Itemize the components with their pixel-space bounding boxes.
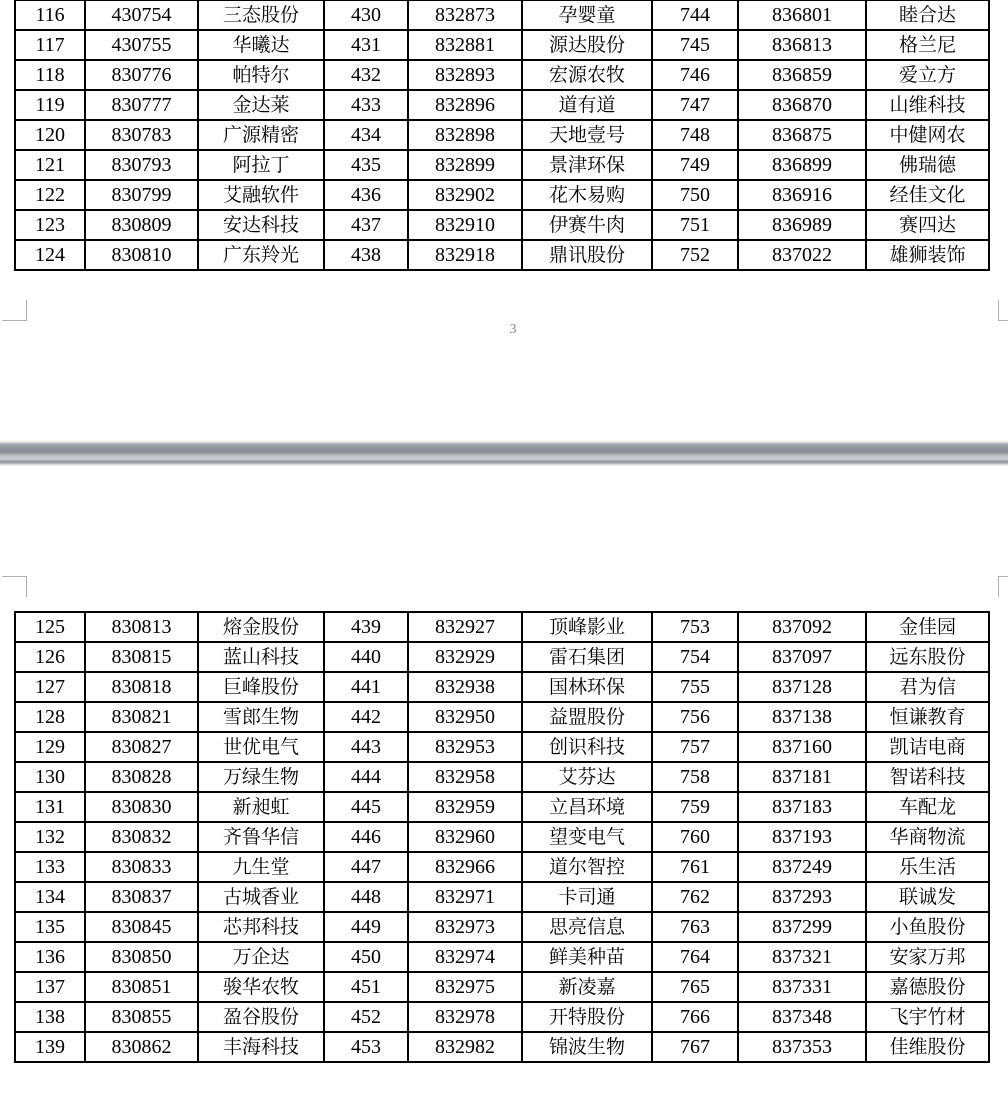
company-name-cell: 嘉德股份 bbox=[866, 972, 989, 1002]
stock-code-cell: 832971 bbox=[408, 882, 522, 912]
company-name-cell: 赛四达 bbox=[866, 210, 989, 240]
company-name-cell: 乐生活 bbox=[866, 852, 989, 882]
sequence-cell: 139 bbox=[15, 1032, 85, 1062]
company-name-cell: 佳维股份 bbox=[866, 1032, 989, 1062]
stock-code-cell: 832938 bbox=[408, 672, 522, 702]
stock-code-cell: 832902 bbox=[408, 180, 522, 210]
company-name-cell: 丰海科技 bbox=[198, 1032, 324, 1062]
company-name-cell: 金佳园 bbox=[866, 612, 989, 642]
stock-code-cell: 837299 bbox=[738, 912, 866, 942]
stock-code-cell: 837353 bbox=[738, 1032, 866, 1062]
stock-code-cell: 832966 bbox=[408, 852, 522, 882]
sequence-cell: 766 bbox=[652, 1002, 738, 1032]
stock-code-cell: 832950 bbox=[408, 702, 522, 732]
company-name-cell: 益盟股份 bbox=[522, 702, 652, 732]
stock-code-cell: 832975 bbox=[408, 972, 522, 1002]
company-name-cell: 齐鲁华信 bbox=[198, 822, 324, 852]
sequence-cell: 441 bbox=[324, 672, 408, 702]
company-name-cell: 三态股份 bbox=[198, 0, 324, 30]
company-name-cell: 华曦达 bbox=[198, 30, 324, 60]
stock-code-cell: 832898 bbox=[408, 120, 522, 150]
company-name-cell: 安家万邦 bbox=[866, 942, 989, 972]
sequence-cell: 136 bbox=[15, 942, 85, 972]
stock-code-cell: 832910 bbox=[408, 210, 522, 240]
table-row bbox=[15, 0, 989, 30]
stock-code-cell: 830830 bbox=[85, 792, 198, 822]
table-row bbox=[15, 882, 989, 912]
sequence-cell: 746 bbox=[652, 60, 738, 90]
sequence-cell: 448 bbox=[324, 882, 408, 912]
company-name-cell: 车配龙 bbox=[866, 792, 989, 822]
company-name-cell: 新昶虹 bbox=[198, 792, 324, 822]
sequence-cell: 131 bbox=[15, 792, 85, 822]
company-name-cell: 道有道 bbox=[522, 90, 652, 120]
sequence-cell: 434 bbox=[324, 120, 408, 150]
company-name-cell: 凯诘电商 bbox=[866, 732, 989, 762]
company-name-cell: 万企达 bbox=[198, 942, 324, 972]
sequence-cell: 444 bbox=[324, 762, 408, 792]
company-name-cell: 古城香业 bbox=[198, 882, 324, 912]
company-name-cell: 顶峰影业 bbox=[522, 612, 652, 642]
sequence-cell: 440 bbox=[324, 642, 408, 672]
sequence-cell: 127 bbox=[15, 672, 85, 702]
sequence-cell: 438 bbox=[324, 240, 408, 270]
table-row bbox=[15, 642, 989, 672]
sequence-cell: 439 bbox=[324, 612, 408, 642]
sequence-cell: 119 bbox=[15, 90, 85, 120]
table-row bbox=[15, 30, 989, 60]
sequence-cell: 124 bbox=[15, 240, 85, 270]
margin-corner-bottom-left bbox=[2, 300, 27, 321]
stock-code-cell: 830809 bbox=[85, 210, 198, 240]
company-name-cell: 望变电气 bbox=[522, 822, 652, 852]
table-row bbox=[15, 90, 989, 120]
stock-code-cell: 837321 bbox=[738, 942, 866, 972]
company-name-cell: 锦波生物 bbox=[522, 1032, 652, 1062]
company-name-cell: 思亮信息 bbox=[522, 912, 652, 942]
table-row bbox=[15, 972, 989, 1002]
sequence-cell: 764 bbox=[652, 942, 738, 972]
company-name-cell: 世优电气 bbox=[198, 732, 324, 762]
stock-code-cell: 837022 bbox=[738, 240, 866, 270]
sequence-cell: 451 bbox=[324, 972, 408, 1002]
sequence-cell: 117 bbox=[15, 30, 85, 60]
stock-code-cell: 837348 bbox=[738, 1002, 866, 1032]
company-name-cell: 艾融软件 bbox=[198, 180, 324, 210]
stock-code-cell: 832929 bbox=[408, 642, 522, 672]
sequence-cell: 751 bbox=[652, 210, 738, 240]
sequence-cell: 758 bbox=[652, 762, 738, 792]
sequence-cell: 750 bbox=[652, 180, 738, 210]
company-name-cell: 鼎讯股份 bbox=[522, 240, 652, 270]
stock-code-cell: 830850 bbox=[85, 942, 198, 972]
document-page-top bbox=[0, 0, 1008, 440]
stock-code-cell: 430755 bbox=[85, 30, 198, 60]
company-name-cell: 广源精密 bbox=[198, 120, 324, 150]
stock-code-cell: 836899 bbox=[738, 150, 866, 180]
stock-code-cell: 830813 bbox=[85, 612, 198, 642]
page-number: 3 bbox=[509, 322, 517, 337]
sequence-cell: 134 bbox=[15, 882, 85, 912]
company-name-cell: 阿拉丁 bbox=[198, 150, 324, 180]
company-name-cell: 盈谷股份 bbox=[198, 1002, 324, 1032]
stock-code-cell: 837092 bbox=[738, 612, 866, 642]
stock-code-cell: 836813 bbox=[738, 30, 866, 60]
table-row bbox=[15, 1032, 989, 1062]
company-name-cell: 蓝山科技 bbox=[198, 642, 324, 672]
sequence-cell: 433 bbox=[324, 90, 408, 120]
table-row bbox=[15, 822, 989, 852]
sequence-cell: 767 bbox=[652, 1032, 738, 1062]
sequence-cell: 759 bbox=[652, 792, 738, 822]
sequence-cell: 752 bbox=[652, 240, 738, 270]
company-name-cell: 九生堂 bbox=[198, 852, 324, 882]
company-name-cell: 宏源农牧 bbox=[522, 60, 652, 90]
stock-code-cell: 832918 bbox=[408, 240, 522, 270]
company-name-cell: 雪郎生物 bbox=[198, 702, 324, 732]
sequence-cell: 137 bbox=[15, 972, 85, 1002]
company-name-cell: 爱立方 bbox=[866, 60, 989, 90]
sequence-cell: 755 bbox=[652, 672, 738, 702]
table-row bbox=[15, 180, 989, 210]
stock-code-cell: 832959 bbox=[408, 792, 522, 822]
sequence-cell: 754 bbox=[652, 642, 738, 672]
sequence-cell: 445 bbox=[324, 792, 408, 822]
company-name-cell: 创识科技 bbox=[522, 732, 652, 762]
company-name-cell: 立昌环境 bbox=[522, 792, 652, 822]
stock-code-cell: 830783 bbox=[85, 120, 198, 150]
sequence-cell: 130 bbox=[15, 762, 85, 792]
sequence-cell: 756 bbox=[652, 702, 738, 732]
stock-code-cell: 836989 bbox=[738, 210, 866, 240]
stock-code-cell: 832873 bbox=[408, 0, 522, 30]
company-name-cell: 安达科技 bbox=[198, 210, 324, 240]
stock-code-cell: 837293 bbox=[738, 882, 866, 912]
margin-corner-top-right bbox=[998, 576, 1008, 597]
sequence-cell: 129 bbox=[15, 732, 85, 762]
sequence-cell: 118 bbox=[15, 60, 85, 90]
sequence-cell: 748 bbox=[652, 120, 738, 150]
page-break-divider bbox=[0, 440, 1008, 466]
table-row bbox=[15, 120, 989, 150]
company-name-cell: 联诚发 bbox=[866, 882, 989, 912]
stock-code-cell: 830855 bbox=[85, 1002, 198, 1032]
sequence-cell: 744 bbox=[652, 0, 738, 30]
sequence-cell: 449 bbox=[324, 912, 408, 942]
margin-corner-top-left bbox=[2, 576, 27, 597]
stock-code-cell: 832893 bbox=[408, 60, 522, 90]
sequence-cell: 763 bbox=[652, 912, 738, 942]
company-name-cell: 佛瑞德 bbox=[866, 150, 989, 180]
table-row bbox=[15, 852, 989, 882]
stock-code-cell: 836916 bbox=[738, 180, 866, 210]
sequence-cell: 432 bbox=[324, 60, 408, 90]
sequence-cell: 443 bbox=[324, 732, 408, 762]
company-name-cell: 芯邦科技 bbox=[198, 912, 324, 942]
stock-code-cell: 837331 bbox=[738, 972, 866, 1002]
table-row bbox=[15, 912, 989, 942]
company-name-cell: 远东股份 bbox=[866, 642, 989, 672]
stock-code-cell: 830776 bbox=[85, 60, 198, 90]
sequence-cell: 453 bbox=[324, 1032, 408, 1062]
company-name-cell: 景津环保 bbox=[522, 150, 652, 180]
stock-code-cell: 836859 bbox=[738, 60, 866, 90]
stock-code-cell: 830777 bbox=[85, 90, 198, 120]
stock-code-cell: 837128 bbox=[738, 672, 866, 702]
stock-code-cell: 837193 bbox=[738, 822, 866, 852]
stock-code-cell: 837138 bbox=[738, 702, 866, 732]
table-row bbox=[15, 762, 989, 792]
stock-code-cell: 830810 bbox=[85, 240, 198, 270]
stock-code-cell: 830832 bbox=[85, 822, 198, 852]
sequence-cell: 120 bbox=[15, 120, 85, 150]
sequence-cell: 761 bbox=[652, 852, 738, 882]
sequence-cell: 116 bbox=[15, 0, 85, 30]
company-name-cell: 花木易购 bbox=[522, 180, 652, 210]
company-name-cell: 国林环保 bbox=[522, 672, 652, 702]
stock-code-cell: 832953 bbox=[408, 732, 522, 762]
company-name-cell: 帕特尔 bbox=[198, 60, 324, 90]
sequence-cell: 442 bbox=[324, 702, 408, 732]
company-name-cell: 熔金股份 bbox=[198, 612, 324, 642]
sequence-cell: 430 bbox=[324, 0, 408, 30]
company-name-cell: 开特股份 bbox=[522, 1002, 652, 1032]
stock-code-cell: 832973 bbox=[408, 912, 522, 942]
table-row bbox=[15, 672, 989, 702]
table-row bbox=[15, 942, 989, 972]
company-name-cell: 格兰尼 bbox=[866, 30, 989, 60]
document-page-bottom bbox=[0, 466, 1008, 1096]
stock-code-cell: 830851 bbox=[85, 972, 198, 1002]
table-row bbox=[15, 702, 989, 732]
listing-table-top bbox=[14, 0, 990, 271]
stock-code-cell: 830862 bbox=[85, 1032, 198, 1062]
stock-code-cell: 837181 bbox=[738, 762, 866, 792]
sequence-cell: 122 bbox=[15, 180, 85, 210]
stock-code-cell: 837160 bbox=[738, 732, 866, 762]
sequence-cell: 447 bbox=[324, 852, 408, 882]
stock-code-cell: 832899 bbox=[408, 150, 522, 180]
company-name-cell: 新凌嘉 bbox=[522, 972, 652, 1002]
stock-code-cell: 830833 bbox=[85, 852, 198, 882]
company-name-cell: 鲜美种苗 bbox=[522, 942, 652, 972]
stock-code-cell: 837097 bbox=[738, 642, 866, 672]
sequence-cell: 435 bbox=[324, 150, 408, 180]
company-name-cell: 骏华农牧 bbox=[198, 972, 324, 1002]
sequence-cell: 431 bbox=[324, 30, 408, 60]
company-name-cell: 小鱼股份 bbox=[866, 912, 989, 942]
stock-code-cell: 836801 bbox=[738, 0, 866, 30]
sequence-cell: 747 bbox=[652, 90, 738, 120]
company-name-cell: 雷石集团 bbox=[522, 642, 652, 672]
sequence-cell: 757 bbox=[652, 732, 738, 762]
table-row bbox=[15, 210, 989, 240]
sequence-cell: 446 bbox=[324, 822, 408, 852]
table-row bbox=[15, 1002, 989, 1032]
listing-table-bottom bbox=[14, 611, 990, 1063]
company-name-cell: 孕婴童 bbox=[522, 0, 652, 30]
company-name-cell: 艾芬达 bbox=[522, 762, 652, 792]
table-row bbox=[15, 732, 989, 762]
stock-code-cell: 830845 bbox=[85, 912, 198, 942]
sequence-cell: 745 bbox=[652, 30, 738, 60]
sequence-cell: 436 bbox=[324, 180, 408, 210]
sequence-cell: 132 bbox=[15, 822, 85, 852]
sequence-cell: 753 bbox=[652, 612, 738, 642]
company-name-cell: 飞宇竹材 bbox=[866, 1002, 989, 1032]
sequence-cell: 135 bbox=[15, 912, 85, 942]
company-name-cell: 卡司通 bbox=[522, 882, 652, 912]
company-name-cell: 源达股份 bbox=[522, 30, 652, 60]
stock-code-cell: 830827 bbox=[85, 732, 198, 762]
stock-code-cell: 832974 bbox=[408, 942, 522, 972]
company-name-cell: 雄狮装饰 bbox=[866, 240, 989, 270]
stock-code-cell: 830793 bbox=[85, 150, 198, 180]
company-name-cell: 道尔智控 bbox=[522, 852, 652, 882]
sequence-cell: 450 bbox=[324, 942, 408, 972]
table-row bbox=[15, 792, 989, 822]
sequence-cell: 121 bbox=[15, 150, 85, 180]
stock-code-cell: 837249 bbox=[738, 852, 866, 882]
stock-code-cell: 830837 bbox=[85, 882, 198, 912]
company-name-cell: 金达莱 bbox=[198, 90, 324, 120]
stock-code-cell: 430754 bbox=[85, 0, 198, 30]
stock-code-cell: 830815 bbox=[85, 642, 198, 672]
stock-code-cell: 832958 bbox=[408, 762, 522, 792]
table-row bbox=[15, 612, 989, 642]
sequence-cell: 125 bbox=[15, 612, 85, 642]
stock-code-cell: 836870 bbox=[738, 90, 866, 120]
sequence-cell: 138 bbox=[15, 1002, 85, 1032]
sequence-cell: 765 bbox=[652, 972, 738, 1002]
company-name-cell: 广东羚光 bbox=[198, 240, 324, 270]
stock-code-cell: 830828 bbox=[85, 762, 198, 792]
company-name-cell: 万绿生物 bbox=[198, 762, 324, 792]
sequence-cell: 126 bbox=[15, 642, 85, 672]
sequence-cell: 762 bbox=[652, 882, 738, 912]
company-name-cell: 智诺科技 bbox=[866, 762, 989, 792]
company-name-cell: 山维科技 bbox=[866, 90, 989, 120]
company-name-cell: 伊赛牛肉 bbox=[522, 210, 652, 240]
company-name-cell: 君为信 bbox=[866, 672, 989, 702]
table-row bbox=[15, 60, 989, 90]
sequence-cell: 128 bbox=[15, 702, 85, 732]
stock-code-cell: 836875 bbox=[738, 120, 866, 150]
stock-code-cell: 832978 bbox=[408, 1002, 522, 1032]
stock-code-cell: 830799 bbox=[85, 180, 198, 210]
stock-code-cell: 837183 bbox=[738, 792, 866, 822]
sequence-cell: 437 bbox=[324, 210, 408, 240]
stock-code-cell: 832881 bbox=[408, 30, 522, 60]
sequence-cell: 452 bbox=[324, 1002, 408, 1032]
sequence-cell: 123 bbox=[15, 210, 85, 240]
company-name-cell: 天地壹号 bbox=[522, 120, 652, 150]
stock-code-cell: 832982 bbox=[408, 1032, 522, 1062]
sequence-cell: 760 bbox=[652, 822, 738, 852]
company-name-cell: 睦合达 bbox=[866, 0, 989, 30]
stock-code-cell: 832960 bbox=[408, 822, 522, 852]
table-row bbox=[15, 150, 989, 180]
company-name-cell: 巨峰股份 bbox=[198, 672, 324, 702]
table-row bbox=[15, 240, 989, 270]
company-name-cell: 中健网农 bbox=[866, 120, 989, 150]
company-name-cell: 华商物流 bbox=[866, 822, 989, 852]
stock-code-cell: 830818 bbox=[85, 672, 198, 702]
stock-code-cell: 832927 bbox=[408, 612, 522, 642]
sequence-cell: 749 bbox=[652, 150, 738, 180]
margin-corner-bottom-right bbox=[998, 300, 1008, 321]
sequence-cell: 133 bbox=[15, 852, 85, 882]
company-name-cell: 恒谦教育 bbox=[866, 702, 989, 732]
stock-code-cell: 830821 bbox=[85, 702, 198, 732]
company-name-cell: 经佳文化 bbox=[866, 180, 989, 210]
stock-code-cell: 832896 bbox=[408, 90, 522, 120]
